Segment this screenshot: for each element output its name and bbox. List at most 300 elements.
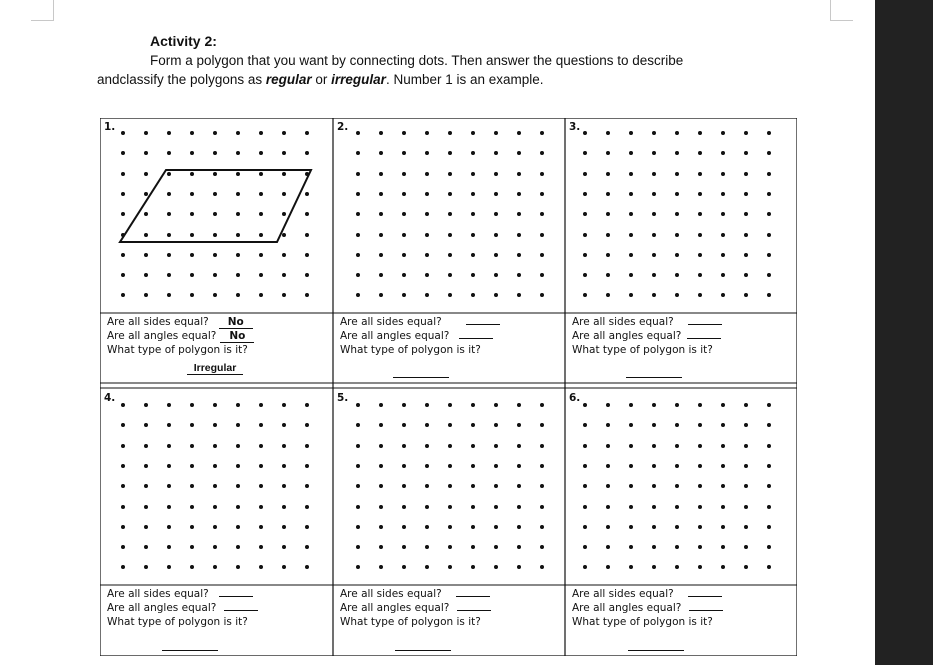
cell-4-dot[interactable] (121, 444, 125, 448)
cell-4-dot[interactable] (167, 565, 171, 569)
cell-6-dot[interactable] (675, 464, 679, 468)
cell-6-dot[interactable] (583, 545, 587, 549)
cell-4-dot[interactable] (305, 464, 309, 468)
cell-2-dot[interactable] (494, 192, 498, 196)
cell-5-dot[interactable] (517, 525, 521, 529)
cell-2-dot[interactable] (540, 151, 544, 155)
cell-5-dot[interactable] (471, 464, 475, 468)
answer-type-1[interactable]: Irregular (187, 362, 243, 375)
cell-3-dot[interactable] (629, 253, 633, 257)
cell-4-dot[interactable] (259, 525, 263, 529)
cell-3-dot[interactable] (629, 293, 633, 297)
cell-4-dot[interactable] (121, 525, 125, 529)
cell-1-dot[interactable] (305, 151, 309, 155)
cell-3-dot[interactable] (606, 253, 610, 257)
cell-5-dot[interactable] (356, 464, 360, 468)
cell-1-dot[interactable] (305, 131, 309, 135)
cell-6-dot[interactable] (606, 565, 610, 569)
cell-5-dot[interactable] (494, 423, 498, 427)
cell-1-dot[interactable] (167, 172, 171, 176)
cell-4-dot[interactable] (236, 525, 240, 529)
cell-2-dot[interactable] (379, 293, 383, 297)
cell-1-dot[interactable] (213, 233, 217, 237)
cell-5-dot[interactable] (379, 403, 383, 407)
cell-1-dot[interactable] (190, 212, 194, 216)
cell-4-dot[interactable] (236, 444, 240, 448)
cell-1-dot[interactable] (213, 253, 217, 257)
cell-5-dot[interactable] (448, 464, 452, 468)
cell-1-dot[interactable] (282, 253, 286, 257)
cell-1-dot[interactable] (190, 172, 194, 176)
cell-2-dot[interactable] (379, 151, 383, 155)
cell-1-dot[interactable] (213, 172, 217, 176)
cell-2-dot[interactable] (448, 131, 452, 135)
cell-4-dot[interactable] (190, 484, 194, 488)
cell-2-dot[interactable] (517, 192, 521, 196)
cell-6-dot[interactable] (583, 403, 587, 407)
cell-2-dot[interactable] (494, 212, 498, 216)
cell-6-dot[interactable] (583, 525, 587, 529)
cell-2-dot[interactable] (448, 172, 452, 176)
cell-5-dot[interactable] (471, 423, 475, 427)
cell-2-dot[interactable] (517, 172, 521, 176)
cell-3-dot[interactable] (583, 131, 587, 135)
cell-2-dot[interactable] (448, 151, 452, 155)
cell-3-dot[interactable] (767, 131, 771, 135)
cell-5-dot[interactable] (356, 525, 360, 529)
cell-4-dot[interactable] (144, 525, 148, 529)
cell-2-dot[interactable] (471, 253, 475, 257)
cell-3-dot[interactable] (744, 273, 748, 277)
cell-2-dot[interactable] (517, 131, 521, 135)
cell-4-dot[interactable] (282, 403, 286, 407)
cell-1-dot[interactable] (259, 253, 263, 257)
cell-4-dot[interactable] (121, 403, 125, 407)
cell-1-dot[interactable] (259, 212, 263, 216)
cell-2-dot[interactable] (402, 273, 406, 277)
cell-2-dot[interactable] (471, 192, 475, 196)
cell-3-dot[interactable] (675, 273, 679, 277)
cell-2-dot[interactable] (356, 233, 360, 237)
cell-4-dot[interactable] (213, 545, 217, 549)
cell-6-dot[interactable] (629, 565, 633, 569)
cell-1-dot[interactable] (259, 192, 263, 196)
cell-5-dot[interactable] (494, 505, 498, 509)
cell-1-dot[interactable] (190, 233, 194, 237)
cell-1-dot[interactable] (236, 273, 240, 277)
cell-3-dot[interactable] (606, 151, 610, 155)
cell-6-dot[interactable] (629, 525, 633, 529)
cell-6-dot[interactable] (744, 464, 748, 468)
cell-4-dot[interactable] (167, 423, 171, 427)
cell-2-dot[interactable] (379, 131, 383, 135)
answer-angles[interactable]: No (220, 330, 254, 343)
cell-1-dot[interactable] (121, 151, 125, 155)
cell-2-dot[interactable] (517, 212, 521, 216)
cell-6-dot[interactable] (744, 484, 748, 488)
cell-4-dot[interactable] (236, 403, 240, 407)
cell-3-dot[interactable] (675, 233, 679, 237)
cell-4-dot[interactable] (121, 505, 125, 509)
cell-6-dot[interactable] (767, 525, 771, 529)
cell-5-dot[interactable] (425, 444, 429, 448)
cell-5-dot[interactable] (379, 565, 383, 569)
answer-type-3[interactable] (626, 365, 682, 378)
cell-1-dot[interactable] (236, 293, 240, 297)
cell-3-dot[interactable] (583, 253, 587, 257)
cell-6-dot[interactable] (606, 505, 610, 509)
cell-1-dot[interactable] (282, 172, 286, 176)
cell-1-dot[interactable] (282, 212, 286, 216)
cell-5-dot[interactable] (471, 444, 475, 448)
cell-4-dot[interactable] (213, 525, 217, 529)
cell-3-dot[interactable] (698, 192, 702, 196)
cell-6-dot[interactable] (721, 464, 725, 468)
cell-6-dot[interactable] (721, 484, 725, 488)
cell-5-dot[interactable] (379, 484, 383, 488)
answer-type-6[interactable] (628, 638, 684, 651)
cell-1-dot[interactable] (190, 131, 194, 135)
cell-3-dot[interactable] (629, 212, 633, 216)
answer-type-2[interactable] (393, 365, 449, 378)
cell-2-dot[interactable] (425, 293, 429, 297)
cell-6-dot[interactable] (652, 423, 656, 427)
cell-3-dot[interactable] (767, 253, 771, 257)
cell-1-dot[interactable] (167, 253, 171, 257)
cell-5-dot[interactable] (540, 484, 544, 488)
cell-4-dot[interactable] (282, 464, 286, 468)
cell-5-dot[interactable] (402, 464, 406, 468)
cell-2-dot[interactable] (540, 273, 544, 277)
cell-6-dot[interactable] (629, 484, 633, 488)
cell-4-dot[interactable] (190, 565, 194, 569)
cell-2-dot[interactable] (448, 192, 452, 196)
cell-6-dot[interactable] (675, 403, 679, 407)
cell-2-dot[interactable] (425, 172, 429, 176)
cell-6-dot[interactable] (721, 545, 725, 549)
cell-2-dot[interactable] (402, 151, 406, 155)
cell-4-dot[interactable] (259, 505, 263, 509)
cell-3-dot[interactable] (606, 192, 610, 196)
cell-6-dot[interactable] (652, 525, 656, 529)
cell-3-dot[interactable] (675, 253, 679, 257)
answer-angles[interactable] (224, 610, 258, 611)
cell-3-dot[interactable] (721, 131, 725, 135)
cell-4-dot[interactable] (190, 505, 194, 509)
cell-2-dot[interactable] (356, 212, 360, 216)
cell-6-dot[interactable] (629, 505, 633, 509)
cell-3-dot[interactable] (652, 273, 656, 277)
cell-5-dot[interactable] (425, 565, 429, 569)
cell-4-dot[interactable] (305, 525, 309, 529)
cell-3-dot[interactable] (583, 151, 587, 155)
cell-3-dot[interactable] (698, 131, 702, 135)
cell-5-dot[interactable] (379, 505, 383, 509)
cell-2-dot[interactable] (402, 233, 406, 237)
cell-2-dot[interactable] (540, 293, 544, 297)
cell-3-dot[interactable] (744, 253, 748, 257)
cell-1-dot[interactable] (282, 151, 286, 155)
cell-1-dot[interactable] (144, 151, 148, 155)
cell-5-dot[interactable] (471, 484, 475, 488)
cell-1-dot[interactable] (213, 212, 217, 216)
cell-4-dot[interactable] (144, 484, 148, 488)
cell-2-dot[interactable] (494, 233, 498, 237)
cell-2-dot[interactable] (402, 172, 406, 176)
cell-3-dot[interactable] (652, 131, 656, 135)
cell-6-dot[interactable] (767, 444, 771, 448)
cell-3-dot[interactable] (629, 273, 633, 277)
cell-3-dot[interactable] (744, 172, 748, 176)
cell-2-dot[interactable] (494, 293, 498, 297)
cell-2-dot[interactable] (425, 273, 429, 277)
cell-3-dot[interactable] (652, 151, 656, 155)
cell-2-dot[interactable] (471, 212, 475, 216)
cell-4-dot[interactable] (167, 545, 171, 549)
cell-1-dot[interactable] (259, 151, 263, 155)
cell-2-dot[interactable] (356, 192, 360, 196)
cell-4-dot[interactable] (213, 423, 217, 427)
cell-6-dot[interactable] (606, 545, 610, 549)
cell-2-dot[interactable] (448, 253, 452, 257)
cell-4-dot[interactable] (236, 545, 240, 549)
answer-sides[interactable] (688, 596, 722, 597)
cell-1-dot[interactable] (167, 151, 171, 155)
cell-1-dot[interactable] (259, 233, 263, 237)
cell-1-dot[interactable] (167, 131, 171, 135)
cell-5-dot[interactable] (448, 545, 452, 549)
cell-2-dot[interactable] (494, 253, 498, 257)
cell-6-dot[interactable] (744, 525, 748, 529)
cell-3-dot[interactable] (675, 172, 679, 176)
cell-6-dot[interactable] (583, 484, 587, 488)
cell-1-dot[interactable] (236, 131, 240, 135)
cell-4-dot[interactable] (305, 484, 309, 488)
cell-6-dot[interactable] (767, 545, 771, 549)
cell-1-dot[interactable] (190, 293, 194, 297)
cell-5-dot[interactable] (402, 423, 406, 427)
cell-5-dot[interactable] (494, 545, 498, 549)
cell-5-dot[interactable] (379, 444, 383, 448)
cell-3-dot[interactable] (629, 192, 633, 196)
cell-2-dot[interactable] (425, 151, 429, 155)
cell-3-dot[interactable] (629, 233, 633, 237)
cell-2-dot[interactable] (471, 293, 475, 297)
cell-6-dot[interactable] (629, 444, 633, 448)
cell-4-dot[interactable] (144, 423, 148, 427)
cell-5-dot[interactable] (425, 545, 429, 549)
cell-5-dot[interactable] (494, 444, 498, 448)
cell-6-dot[interactable] (767, 423, 771, 427)
cell-3-dot[interactable] (583, 212, 587, 216)
cell-2-dot[interactable] (471, 273, 475, 277)
cell-3-dot[interactable] (629, 172, 633, 176)
cell-3-dot[interactable] (767, 293, 771, 297)
cell-4-dot[interactable] (259, 423, 263, 427)
answer-angles[interactable] (459, 338, 493, 339)
cell-5-dot[interactable] (425, 505, 429, 509)
answer-angles[interactable] (687, 338, 721, 339)
cell-3-dot[interactable] (744, 192, 748, 196)
cell-6-dot[interactable] (767, 505, 771, 509)
answer-sides[interactable] (688, 324, 722, 325)
cell-4-dot[interactable] (144, 444, 148, 448)
cell-4-dot[interactable] (167, 464, 171, 468)
cell-3-dot[interactable] (767, 172, 771, 176)
cell-1-dot[interactable] (144, 212, 148, 216)
cell-5-dot[interactable] (540, 464, 544, 468)
cell-1-dot[interactable] (305, 192, 309, 196)
cell-1-dot[interactable] (259, 273, 263, 277)
cell-3-dot[interactable] (606, 212, 610, 216)
cell-3-dot[interactable] (652, 253, 656, 257)
cell-3-dot[interactable] (583, 293, 587, 297)
cell-2-dot[interactable] (356, 273, 360, 277)
cell-2-dot[interactable] (471, 172, 475, 176)
cell-3-dot[interactable] (721, 233, 725, 237)
cell-3-dot[interactable] (744, 131, 748, 135)
cell-3-dot[interactable] (652, 293, 656, 297)
cell-1-dot[interactable] (167, 293, 171, 297)
cell-1-dot[interactable] (236, 151, 240, 155)
cell-1-dot[interactable] (282, 131, 286, 135)
cell-4-dot[interactable] (213, 403, 217, 407)
cell-3-dot[interactable] (698, 233, 702, 237)
cell-2-dot[interactable] (402, 253, 406, 257)
cell-3-dot[interactable] (675, 192, 679, 196)
cell-6-dot[interactable] (675, 545, 679, 549)
cell-1-dot[interactable] (213, 293, 217, 297)
cell-4-dot[interactable] (236, 565, 240, 569)
cell-1-dot[interactable] (144, 233, 148, 237)
cell-4-dot[interactable] (305, 444, 309, 448)
cell-5-dot[interactable] (540, 525, 544, 529)
cell-5-dot[interactable] (517, 403, 521, 407)
cell-6-dot[interactable] (629, 423, 633, 427)
cell-4-dot[interactable] (190, 545, 194, 549)
cell-4-dot[interactable] (144, 565, 148, 569)
cell-6-dot[interactable] (698, 403, 702, 407)
cell-5-dot[interactable] (471, 545, 475, 549)
cell-3-dot[interactable] (698, 273, 702, 277)
cell-6-dot[interactable] (721, 565, 725, 569)
cell-3-dot[interactable] (675, 293, 679, 297)
cell-5-dot[interactable] (494, 525, 498, 529)
cell-2-dot[interactable] (356, 253, 360, 257)
cell-4-dot[interactable] (305, 505, 309, 509)
cell-3-dot[interactable] (629, 151, 633, 155)
cell-2-dot[interactable] (517, 253, 521, 257)
cell-6-dot[interactable] (652, 403, 656, 407)
cell-1-dot[interactable] (144, 192, 148, 196)
cell-1-dot[interactable] (121, 212, 125, 216)
cell-3-dot[interactable] (744, 212, 748, 216)
cell-3-dot[interactable] (629, 131, 633, 135)
cell-4-dot[interactable] (121, 464, 125, 468)
cell-1-dot[interactable] (190, 192, 194, 196)
cell-3-dot[interactable] (721, 192, 725, 196)
cell-1-dot[interactable] (305, 253, 309, 257)
cell-6-dot[interactable] (721, 444, 725, 448)
cell-6-dot[interactable] (652, 464, 656, 468)
cell-6-dot[interactable] (698, 464, 702, 468)
cell-4-dot[interactable] (259, 464, 263, 468)
cell-6-dot[interactable] (652, 565, 656, 569)
cell-4-dot[interactable] (259, 444, 263, 448)
cell-3-dot[interactable] (767, 151, 771, 155)
cell-5-dot[interactable] (425, 403, 429, 407)
cell-1-dot[interactable] (121, 253, 125, 257)
cell-4-dot[interactable] (282, 525, 286, 529)
cell-3-dot[interactable] (744, 233, 748, 237)
answer-sides[interactable] (219, 596, 253, 597)
cell-5-dot[interactable] (356, 484, 360, 488)
cell-5-dot[interactable] (356, 444, 360, 448)
cell-2-dot[interactable] (494, 151, 498, 155)
cell-3-dot[interactable] (767, 273, 771, 277)
cell-4-dot[interactable] (190, 423, 194, 427)
cell-2-dot[interactable] (448, 273, 452, 277)
cell-6-dot[interactable] (675, 525, 679, 529)
cell-6-dot[interactable] (721, 525, 725, 529)
cell-2-dot[interactable] (356, 151, 360, 155)
cell-2-dot[interactable] (402, 192, 406, 196)
cell-6-dot[interactable] (744, 403, 748, 407)
cell-6-dot[interactable] (606, 403, 610, 407)
cell-6-dot[interactable] (744, 423, 748, 427)
cell-5-dot[interactable] (425, 423, 429, 427)
cell-5-dot[interactable] (517, 565, 521, 569)
cell-5-dot[interactable] (540, 403, 544, 407)
cell-1-dot[interactable] (282, 293, 286, 297)
cell-6-dot[interactable] (675, 505, 679, 509)
cell-3-dot[interactable] (583, 192, 587, 196)
cell-6-dot[interactable] (675, 444, 679, 448)
cell-6-dot[interactable] (698, 505, 702, 509)
cell-6-dot[interactable] (629, 464, 633, 468)
cell-4-dot[interactable] (167, 444, 171, 448)
cell-1-dot[interactable] (121, 172, 125, 176)
cell-6-dot[interactable] (652, 505, 656, 509)
cell-5-dot[interactable] (540, 545, 544, 549)
cell-6-dot[interactable] (629, 545, 633, 549)
cell-2-dot[interactable] (517, 293, 521, 297)
cell-3-dot[interactable] (652, 192, 656, 196)
cell-5-dot[interactable] (356, 565, 360, 569)
cell-2-dot[interactable] (356, 172, 360, 176)
cell-2-dot[interactable] (402, 293, 406, 297)
cell-4-dot[interactable] (121, 423, 125, 427)
cell-2-dot[interactable] (379, 233, 383, 237)
cell-5-dot[interactable] (402, 444, 406, 448)
cell-4-dot[interactable] (282, 423, 286, 427)
cell-5-dot[interactable] (448, 565, 452, 569)
cell-2-dot[interactable] (379, 192, 383, 196)
cell-5-dot[interactable] (517, 423, 521, 427)
cell-3-dot[interactable] (721, 273, 725, 277)
cell-4-dot[interactable] (213, 444, 217, 448)
cell-4-dot[interactable] (282, 444, 286, 448)
cell-4-dot[interactable] (167, 525, 171, 529)
cell-6-dot[interactable] (767, 484, 771, 488)
cell-6-dot[interactable] (583, 464, 587, 468)
cell-2-dot[interactable] (540, 192, 544, 196)
cell-4-dot[interactable] (259, 484, 263, 488)
cell-6-dot[interactable] (675, 565, 679, 569)
cell-3-dot[interactable] (767, 212, 771, 216)
cell-5-dot[interactable] (517, 484, 521, 488)
cell-4-dot[interactable] (213, 484, 217, 488)
